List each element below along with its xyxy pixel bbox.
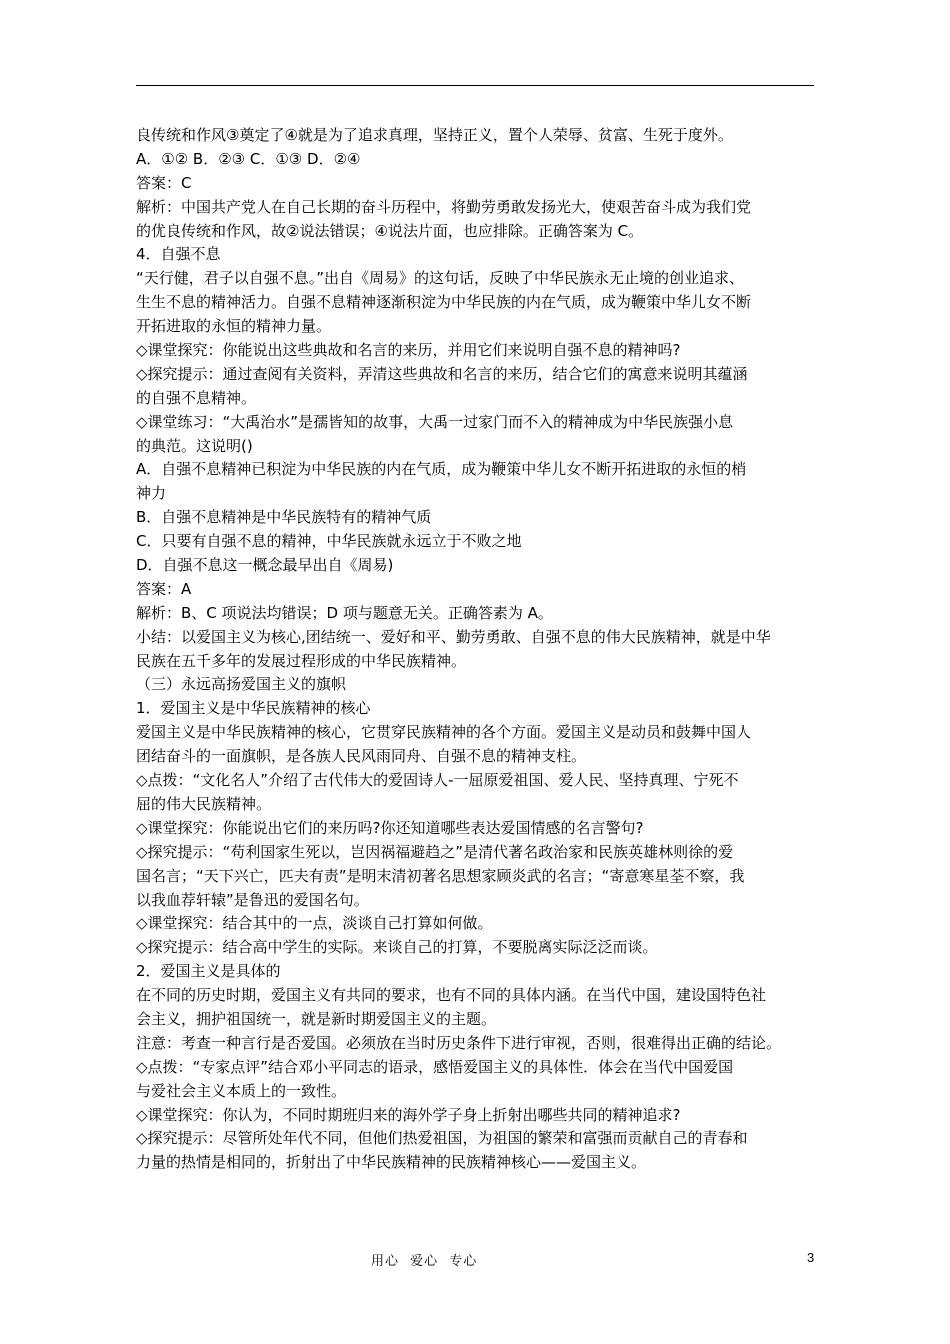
text-line: 国名言；“天下兴亡，匹夫有责”是明末清初著名思想家顾炎武的名言；“寄意寒星荃不察，我: [136, 866, 745, 885]
text-line: 会主义，拥护祖国统一，就是新时期爱国主义的主题。: [136, 1009, 497, 1028]
text-line: 力量的热情是相同的，折射出了中华民族精神的民族精神核心——爱国主义。: [136, 1153, 647, 1172]
page-number: 3: [807, 1250, 815, 1265]
text-line: A．自强不息精神已积淀为中华民族的内在气质，成为鞭策中华儿女不断开拓进取的永恒的梢: [136, 460, 747, 479]
text-line: ◇探究提示：“苟利国家生死以，岂因祸福避趋之”是清代著名政治家和民族英雄林则徐的爱: [136, 842, 734, 861]
text-line: ◇点拨：“文化名人”介绍了古代伟大的爱固诗人-一屈原爱祖国、爱人民、坚持真理、宁死不: [136, 771, 739, 790]
text-line: ◇探究提示：通过查阅有关资料，弄清这些典故和名言的来历，结合它们的寓意来说明其蕴涵: [136, 364, 748, 383]
text-line: ◇课堂练习：“大禹治水”是孺皆知的故事，大禹一过家门而不入的精神成为中华民族强小息: [136, 412, 734, 431]
text-line: ◇课堂探究：你认为，不同时期班归来的海外学子身上折射出哪些共同的精神追求?: [136, 1105, 681, 1124]
text-line: 的自强不息精神。: [136, 388, 257, 407]
text-line: 的典范。这说明(): [136, 436, 253, 455]
text-line: 解析：B、C 项说法均错误；D 项与题意无关。正确答素为 A。: [136, 603, 553, 622]
text-line: C．只要有自强不息的精神，中华民族就永远立于不败之地: [136, 532, 522, 551]
text-line: 1．爱国主义是中华民族精神的核心: [136, 699, 371, 718]
text-line: 与爱社会主义本质上的一致性。: [136, 1081, 347, 1100]
text-line: 答案：C: [136, 173, 192, 192]
text-line: 解析：中国共产党人在自己长期的奋斗历程中，将勤劳勇敢发扬光大，使艰苦奋斗成为我们党: [136, 197, 752, 216]
text-line: ◇点拨：“专家点评”结合邓小平同志的语录，感悟爱国主义的具体性．体会在当代中国爱国: [136, 1057, 734, 1076]
text-line: 生生不息的精神活力。自强不息精神逐渐积淀为中华民族的内在气质，成为鞭策中华儿女不断: [136, 293, 752, 312]
text-line: 4．自强不息: [136, 245, 221, 264]
text-line: 良传统和作风③奠定了④就是为了追求真理，坚持正义，置个人荣辱、贫富、生死于度外。: [136, 126, 733, 144]
document-body: [136, 124, 816, 1175]
text-line: ◇课堂探究：结合其中的一点，淡谈自己打算如何做。: [136, 914, 493, 933]
text-line: 开拓进取的永恒的精神力量。: [136, 317, 332, 336]
text-line: 答案：A: [136, 579, 192, 598]
text-line: 在不同的历史时期，爱国主义有共同的要求，也有不同的具体内涵。在当代中国，建设国特色社: [136, 986, 767, 1005]
text-line: 屈的伟大民族精神。: [136, 794, 272, 813]
footer-slogan: 用心 爱心 专心: [371, 1254, 478, 1269]
text-line: 的优良传统和作风，故②说法错误；④说法片面，也应排除。正确答案为 C。: [136, 221, 644, 240]
text-line: A．①② B．②③ C．①③ D．②④: [136, 149, 361, 168]
header-rule: [136, 85, 814, 86]
text-line: 神力: [136, 484, 167, 503]
text-line: 民族在五千多年的发展过程形成的中华民族精神。: [136, 651, 467, 670]
text-line: ◇课堂探究：你能说出这些典故和名言的来历，并用它们来说明自强不息的精神吗?: [136, 341, 681, 360]
text-line: （三）永远高扬爱国主义的旗帜: [136, 675, 347, 694]
text-line: 注意：考查一种言行是否爱国。必须放在当时历史条件下进行审视，否则，很难得出正确的结论。: [136, 1033, 782, 1052]
text-line: ◇课堂探究：你能说出它们的来历吗?你还知道哪些表达爱国情感的名言警句?: [136, 818, 644, 837]
text-line: 小结：以爱国主义为核心,团结统一、爱好和平、勤劳勇敢、自强不息的伟大民族精神，就是中华: [136, 627, 771, 646]
text-line: 以我血荐轩辕”是鲁迅的爱国名句。: [136, 890, 369, 909]
text-line: ◇探究提示：尽管所处年代不同，但他们热爱祖国，为祖国的繁荣和富强而贡献自己的青春和: [136, 1129, 748, 1148]
text-line: ◇探究提示：结合高中学生的实际。来谈自己的打算，不要脱离实际泛泛而谈。: [136, 938, 658, 957]
text-line: 2．爱国主义是具体的: [136, 962, 281, 981]
text-line: 爱国主义是中华民族精神的核心，它贯穿民族精神的各个方面。爱国主义是动员和鼓舞中国人: [136, 723, 752, 742]
text-line: 团结奋斗的一面旗帜，是各族人民风雨同舟、自强不息的精神支柱。: [136, 747, 587, 766]
text-line: “天行健，君子以自强不息。”出自《周易》的这句话，反映了中华民族永无止境的创业追求、: [136, 269, 745, 288]
text-line: B．自强不息精神是中华民族特有的精神气质: [136, 508, 432, 527]
text-line: D．自强不息这一概念最早出自《周易): [136, 556, 394, 575]
